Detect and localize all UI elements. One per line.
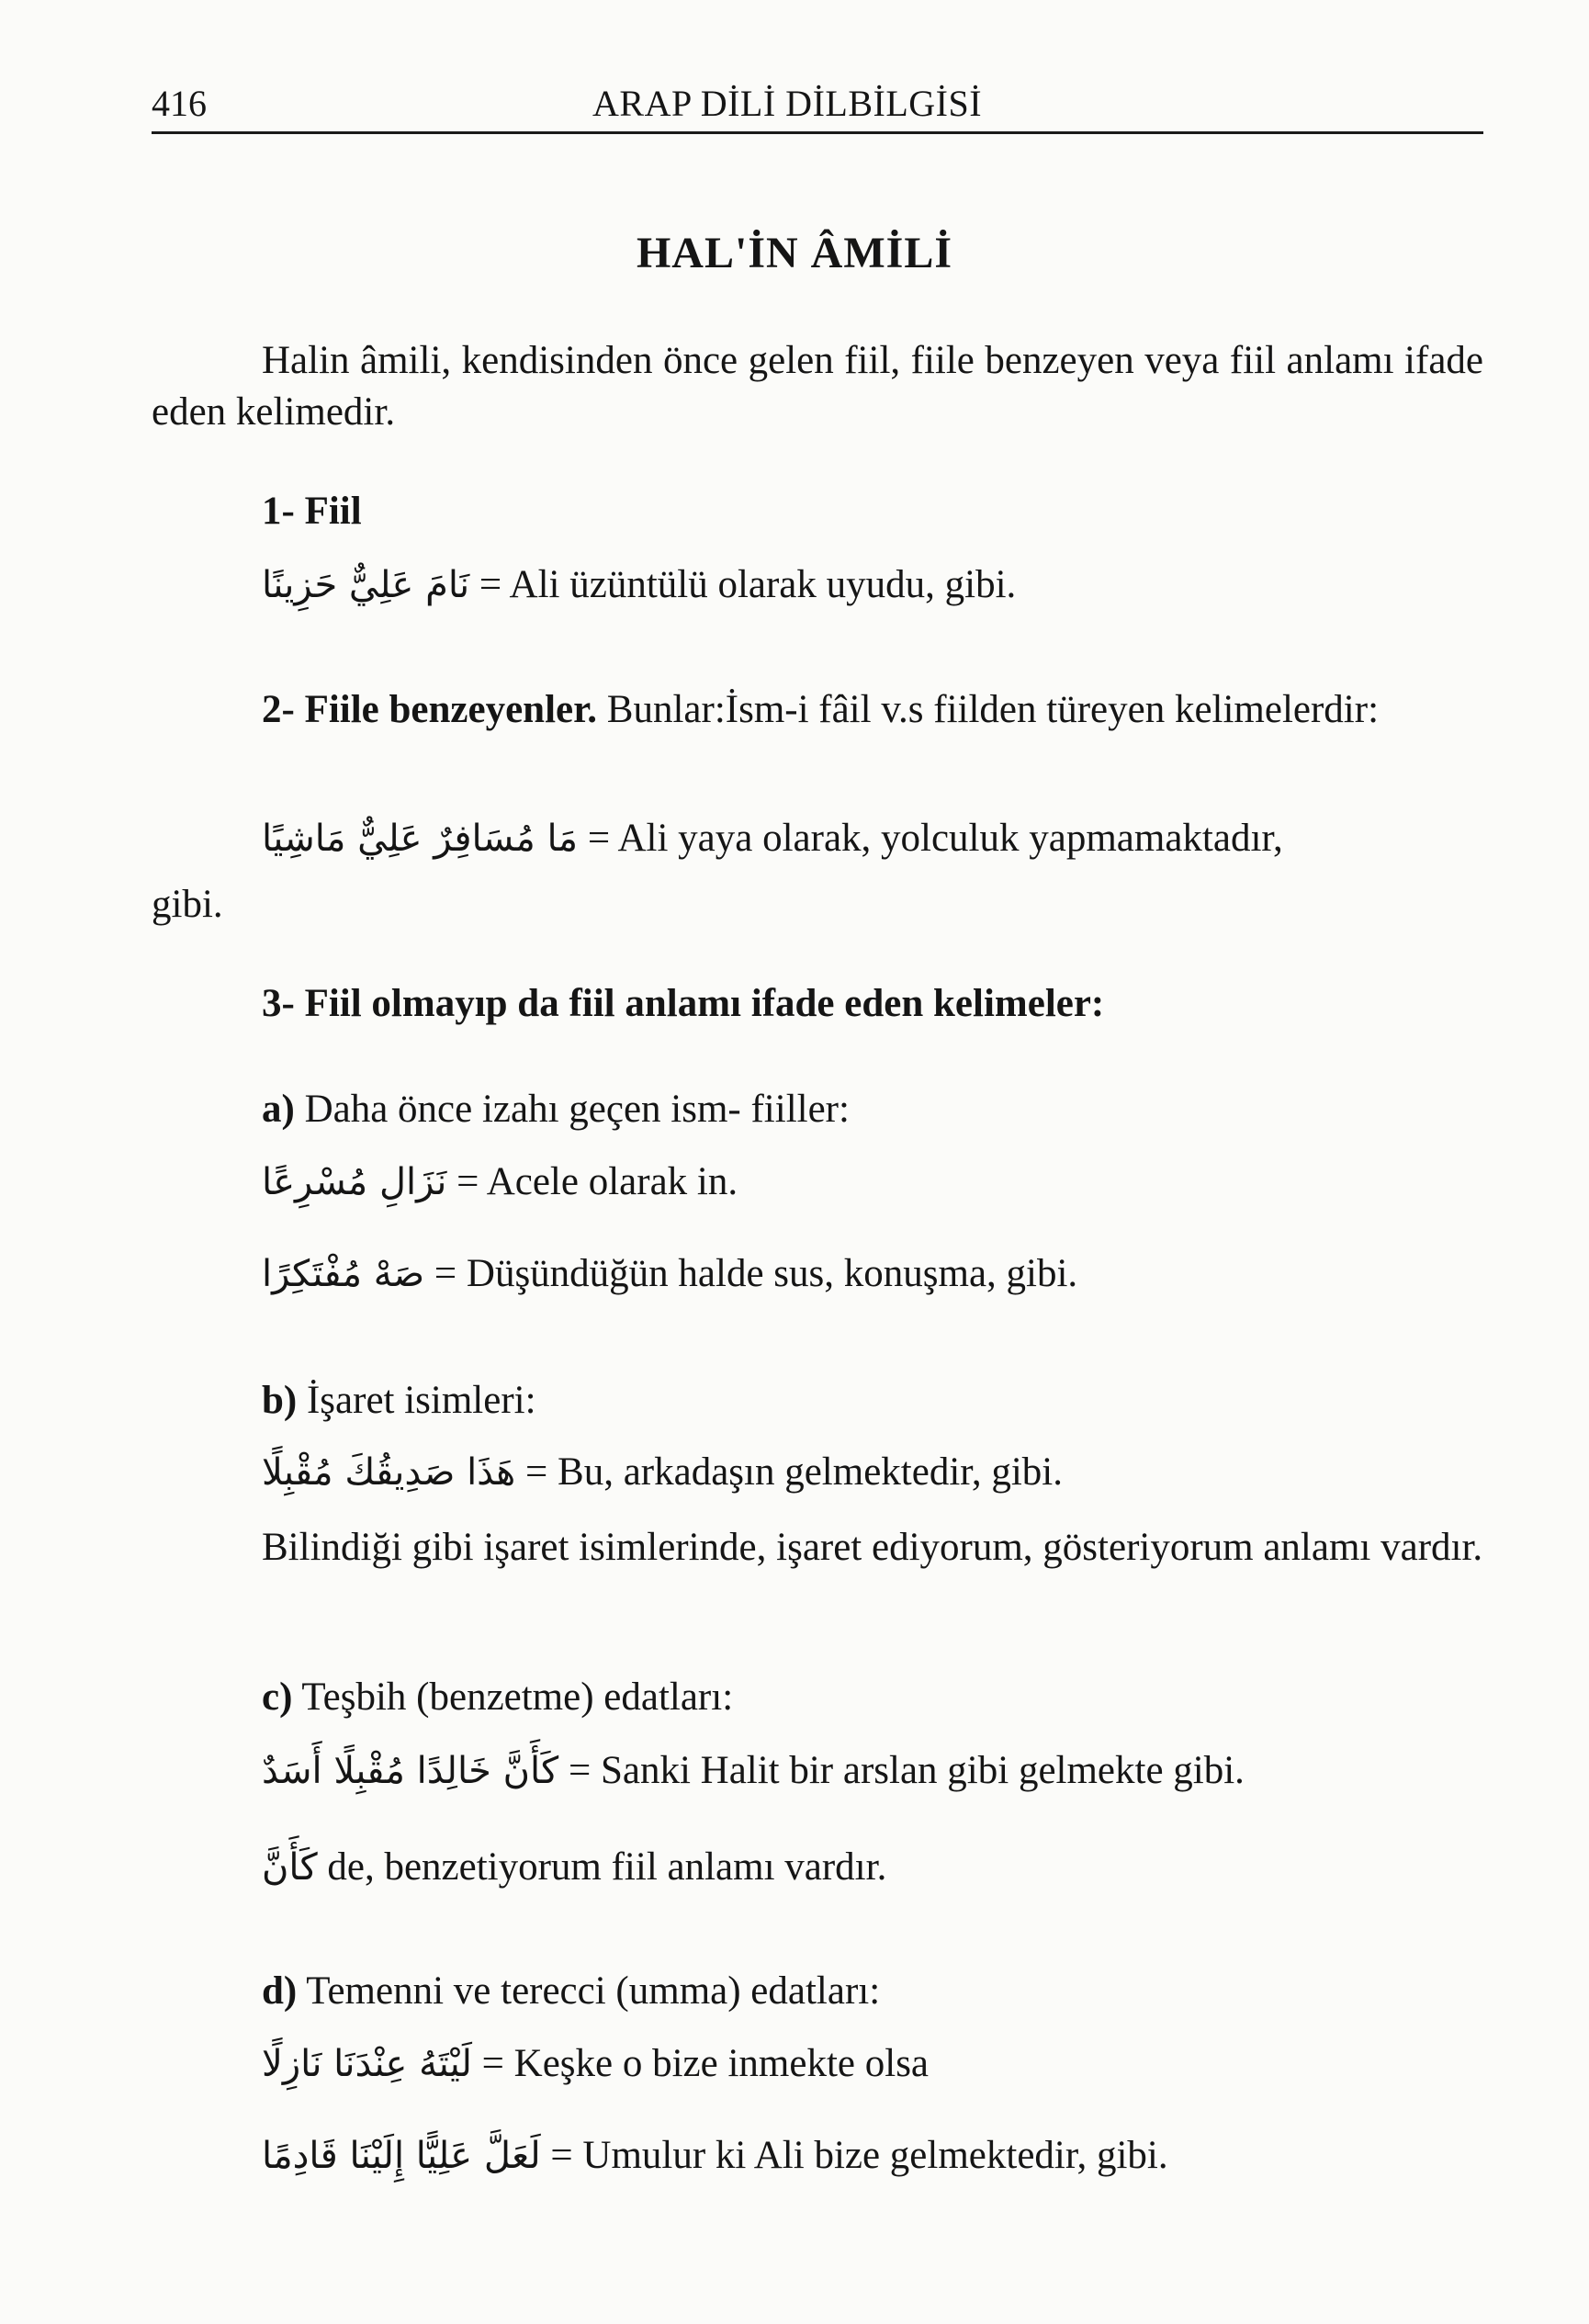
item-c-example-translation: = Sanki Halit bir arslan gibi gelmekte gibi. [568,1749,1245,1792]
item-b-example [262,1450,1063,1495]
section-2-heading: 2- Fiile benzeyenler. [262,688,598,731]
item-d-text: Temenni ve terecci (umma) edatları: [297,1969,881,2013]
item-c-note [262,1845,886,1890]
section-1-heading: 1- Fiil [262,490,362,533]
section-1-example-translation: = Ali üzüntülü olarak uyudu, gibi. [479,563,1017,606]
section-3-heading: 3- Fiil olmayıp da fiil anlamı ifade eden kelimeler: [262,982,1105,1025]
section-2-example-arabic: مَا مُسَافِرٌ عَلِيٌّ مَاشِيًا [262,818,579,860]
item-c-note-text: de, benzetiyorum fiil anlamı vardır. [317,1845,887,1889]
section-2-example [262,816,1483,861]
item-d-intro [262,1969,880,2014]
section-2-example-translation: = Ali yaya olarak, yolculuk yapmamaktadır, [587,817,1283,860]
item-d-example-2 [262,2133,1168,2178]
item-c-label: c) [262,1675,293,1719]
page-number: 416 [152,83,207,124]
item-a-label: a) [262,1088,295,1131]
item-b-label: b) [262,1379,298,1422]
item-d-example-2-arabic: لَعَلَّ عَلِيًّا إِلَيْنَا قَادِمًا [262,2135,541,2177]
item-d-example-2-translation: = Umulur ki Ali bize gelmektedir, gibi. [550,2134,1168,2177]
item-a-intro [262,1087,850,1132]
item-c-example-arabic: كَأَنَّ خَالِدًا مُقْبِلًا أَسَدٌ [262,1750,559,1792]
item-c-intro [262,1675,733,1720]
item-c-text: Teşbih (benzetme) edatları: [292,1675,734,1719]
item-d-example-1-translation: = Keşke o bize inmekte olsa [481,2042,930,2085]
item-b-intro [262,1378,536,1423]
item-a-example-1-translation: = Acele olarak in. [456,1160,738,1203]
item-a-example-1-arabic: نَزَالِ مُسْرِعًا [262,1161,447,1203]
item-d-example-1-arabic: لَيْتَهُ عِنْدَنَا نَازِلًا [262,2043,472,2085]
item-a-text: Daha önce izahı geçen ism- fiiller: [294,1088,850,1131]
item-a-example-2-translation: = Düşündüğün halde sus, konuşma, gibi. [434,1252,1078,1295]
item-c-example [262,1748,1245,1793]
item-b-text: İşaret isimleri: [297,1379,536,1422]
item-b-note: Bilindiği gibi işaret isimlerinde, işaret ediyorum, gösteriyorum anlamı vardır. [262,1526,1483,1569]
intro-paragraph: Halin âmili, kendisinden önce gelen fiil, fiile benzeyen veya fiil anlamı ifade eden kelimedir. [152,339,1483,434]
item-a-example-2 [262,1251,1077,1296]
item-b-example-translation: = Bu, arkadaşın gelmektedir, gibi. [525,1450,1064,1494]
item-c-note-arabic: كَأَنَّ [262,1846,318,1889]
header-rule [152,131,1483,134]
chapter-title: HAL'İN ÂMİLİ [636,229,953,277]
item-a-example-1 [262,1159,738,1204]
item-a-example-2-arabic: صَهْ مُفْتَكِرًا [262,1253,425,1295]
item-b-example-arabic: هَذَا صَدِيقُكَ مُقْبِلًا [262,1451,516,1494]
section-2-example-tail: gibi. [152,883,223,926]
section-1-example [262,562,1016,607]
section-2-paragraph [152,684,1483,736]
running-title: ARAP DİLİ DİLBİLGİSİ [592,83,983,124]
item-d-example-1 [262,2041,929,2086]
section-1-example-arabic: نَامَ عَلِيٌّ حَزِينًا [262,564,470,606]
item-d-label: d) [262,1969,298,2013]
section-2-text: Bunlar:İsm-i fâil v.s fiilden türeyen kelimelerdir: [597,688,1380,731]
page-header [152,78,1483,133]
